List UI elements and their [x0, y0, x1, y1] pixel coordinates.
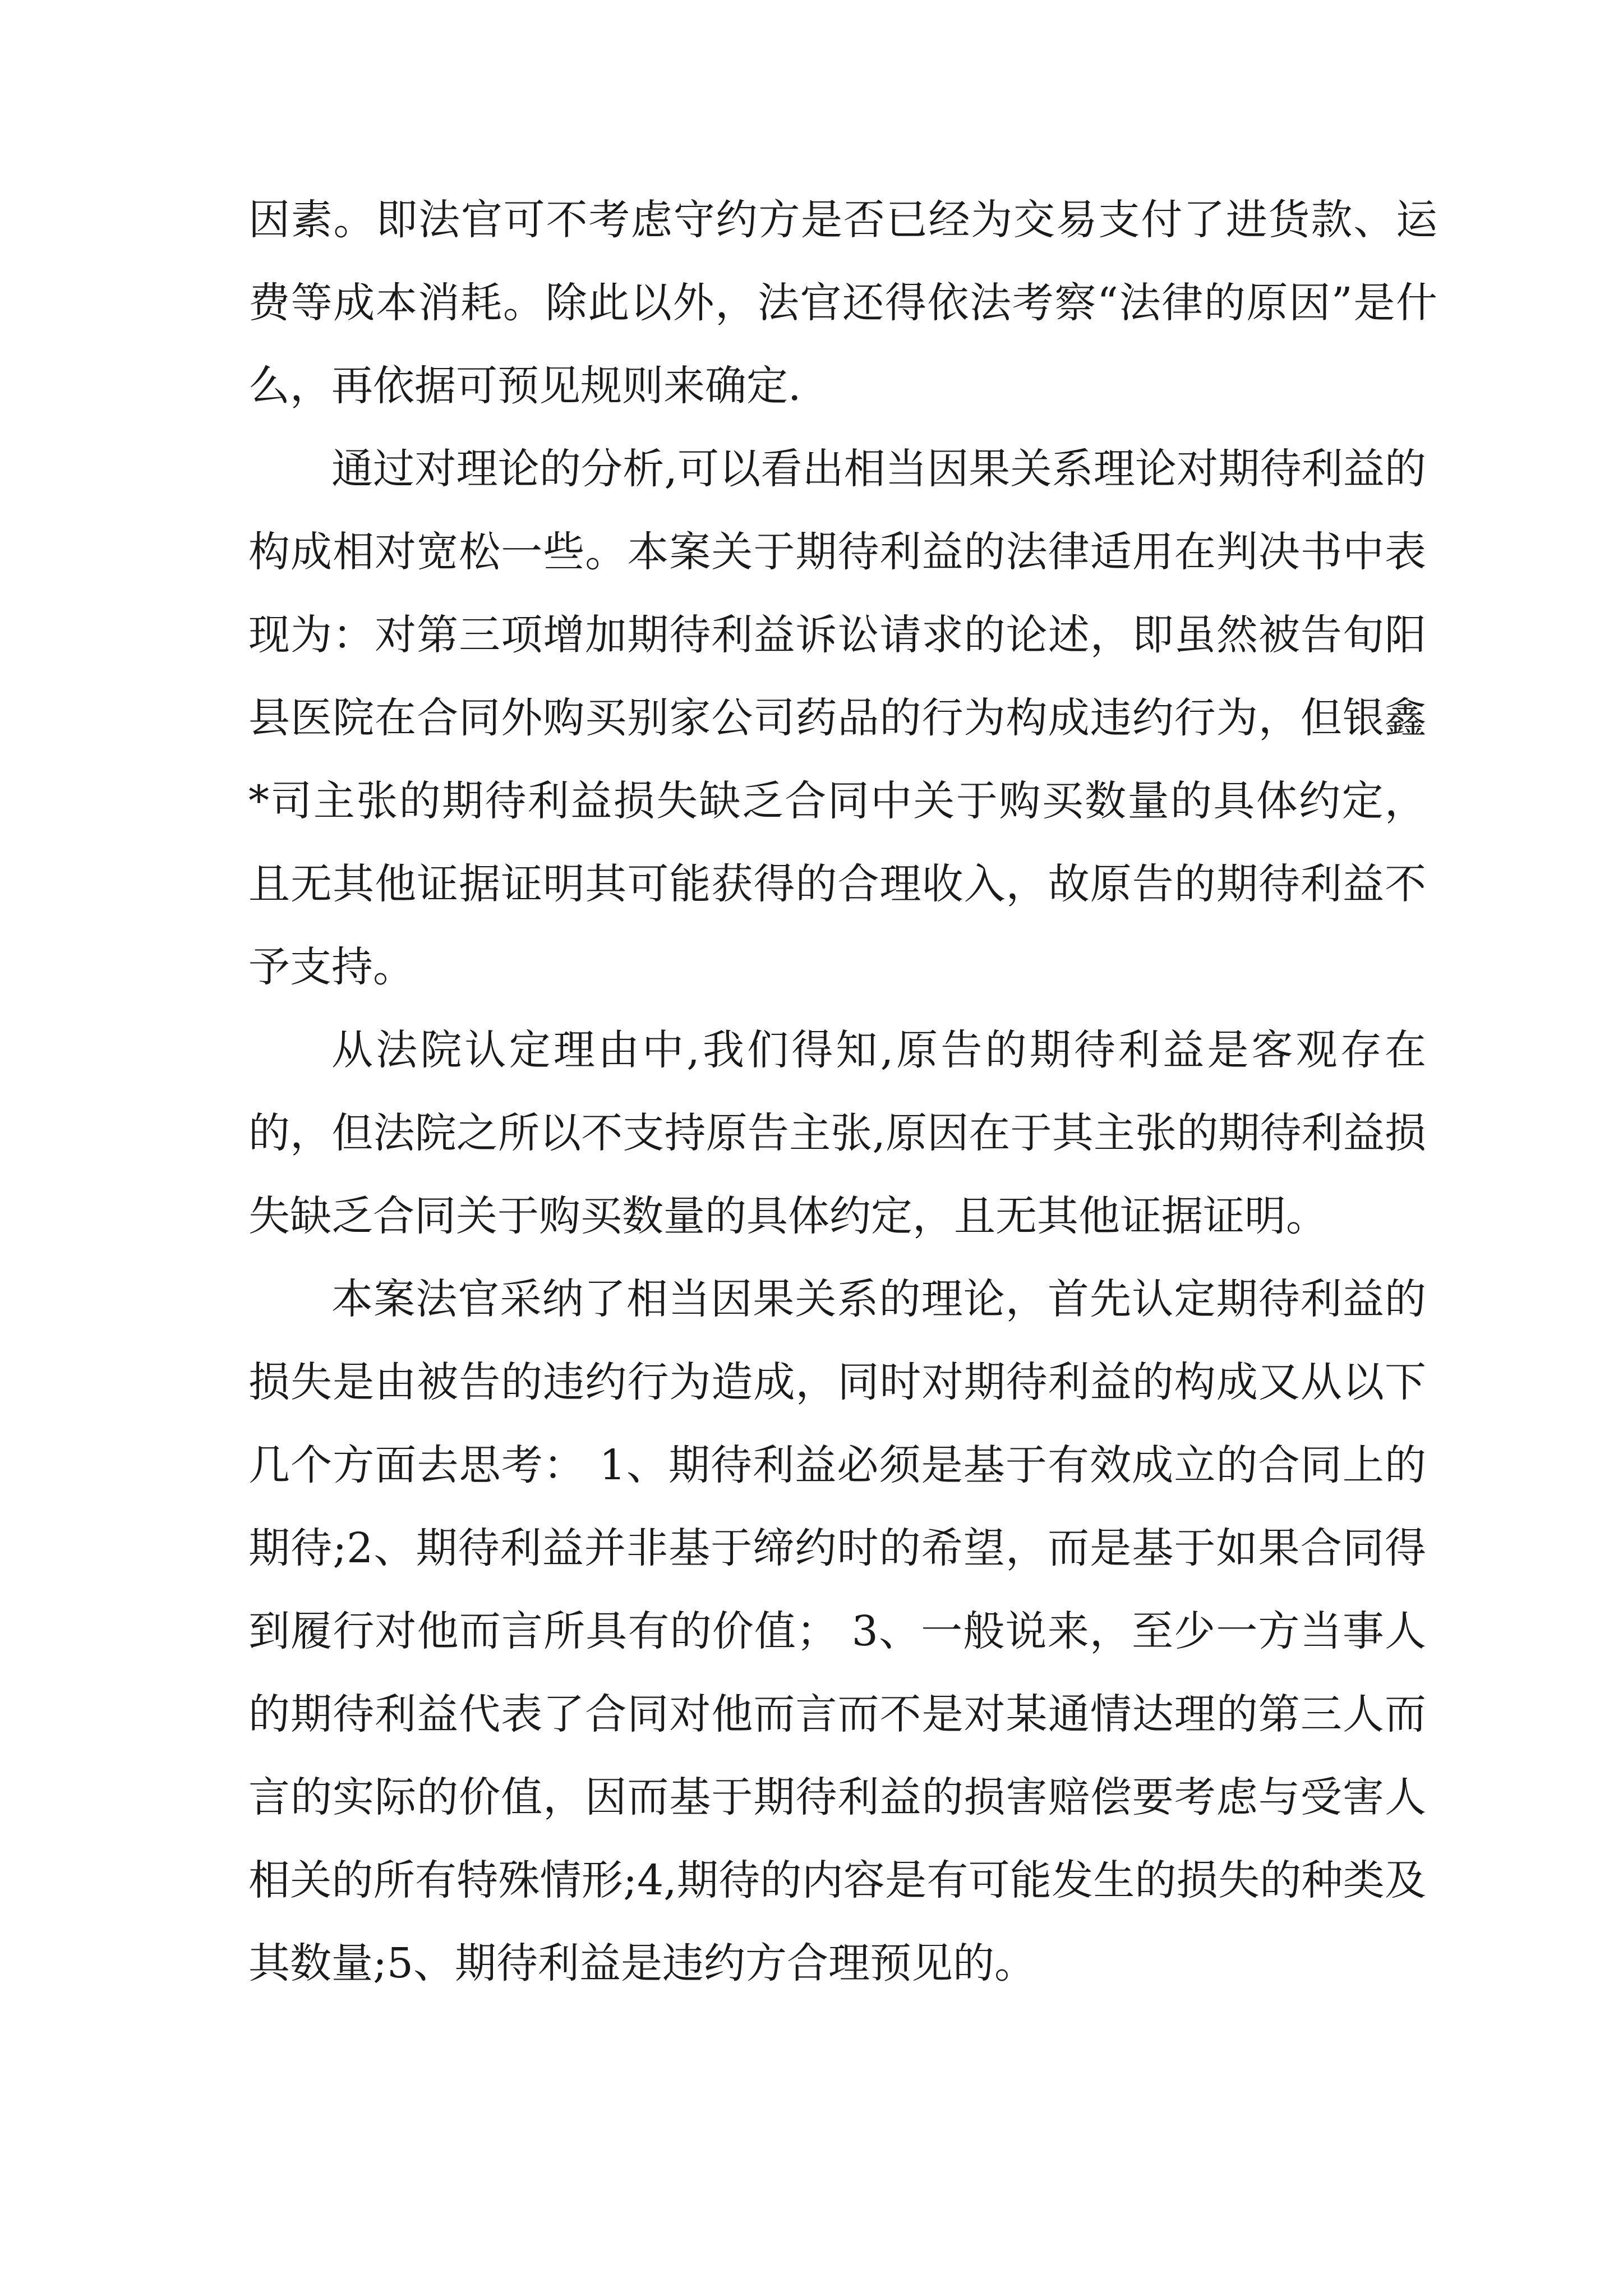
paragraph-1: 因素。即法官可不考虑守约方是否已经为交易支付了进货款、运费等成本消耗。除此以外，法官还得依法考察“法律的原因”是什么，再依据可预见规则来确定.: [248, 196, 1437, 410]
paragraph-2: 通过对理论的分析,可以看出相当因果关系理论对期待利益的构成相对宽松一些。本案关于期待利益的法律适用在判决书中表现为：对第三项增加期待利益诉讼请求的论述，即虽然被告旬阳县医院在合同外购买别家公司药品的行为构成违约行为，但银鑫*司主张的期待利益损失缺乏合同中关于购买数量的具体约定，且无其他证据证明其可能获得的合理收入，故原告的期待利益不予支持。: [248, 445, 1426, 991]
paragraph-3: 从法院认定理由中,我们得知,原告的期待利益是客观存在的，但法院之所以不支持原告主张,原因在于其主张的期待利益损失缺乏合同关于购买数量的具体约定，且无其他证据证明。: [248, 1026, 1426, 1240]
document-body: [248, 178, 1437, 2005]
paragraph-4: 本案法官采纳了相当因果关系的理论，首先认定期待利益的损失是由被告的违约行为造成，同时对期待利益的构成又从以下几个方面去思考： 1、期待利益必须是基于有效成立的合同上的期待;2、期待利益并非基于缔约时的希望，而是基于如果合同得到履行对他而言所具有的价值； 3、一般说来，至少一方当事人的期待利益代表了合同对他而言而不是对某通情达理的第三人而言的实际的价值，因而基于期待利益的损害赔偿要考虑与受害人相关的所有特殊情形;4,期待的内容是有可能发生的损失的种类及其数量;5、期待利益是违约方合理预见的。: [248, 1275, 1426, 1987]
